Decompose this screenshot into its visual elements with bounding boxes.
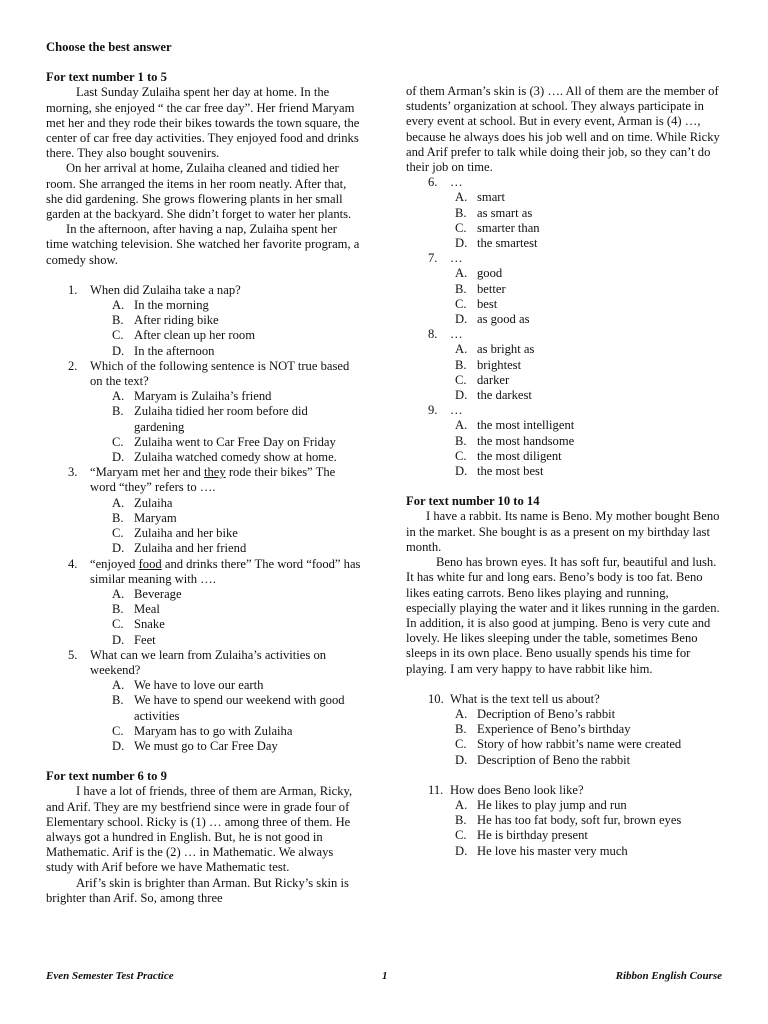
question-number: 3.: [68, 465, 78, 480]
answer-option: C. Snake: [112, 617, 165, 632]
answer-option: D. Zulaiha watched comedy show at home.: [112, 450, 337, 465]
question-number: 9.: [428, 403, 438, 418]
answer-option: D. We must go to Car Free Day: [112, 738, 278, 753]
question-text: Which of the following sentence is NOT true based on the text?: [90, 358, 350, 389]
question-item: [406, 692, 721, 768]
answer-option: D. the most best: [455, 464, 544, 479]
answer-option: A. the most intelligent: [455, 418, 575, 433]
answer-option: B. Zulaiha tidied her room before did gardening: [112, 404, 308, 434]
answer-option: D. the darkest: [455, 388, 532, 403]
answer-option: A. Beverage: [112, 586, 182, 601]
question-number: 7.: [428, 251, 438, 266]
answer-option: C. Zulaiha went to Car Free Day on Friday: [112, 434, 336, 449]
answer-option: B. the most handsome: [455, 433, 575, 448]
question-number: 1.: [68, 282, 78, 297]
question-number: 6.: [428, 175, 438, 190]
instruction: Choose the best answer: [46, 40, 172, 54]
answer-option: A. Zulaiha: [112, 495, 173, 510]
answer-option: C. Story of how rabbit’s name were created: [455, 737, 682, 752]
answer-option: D. the smartest: [455, 236, 538, 251]
question-number: 8.: [428, 327, 438, 342]
right-column: [406, 84, 721, 859]
question-number: 4.: [68, 556, 78, 571]
answer-option: A. as bright as: [455, 342, 535, 357]
answer-option: C. best: [455, 296, 498, 311]
question-text: …: [450, 403, 463, 418]
text1-paragraph-2: On her arrival at home, Zulaiha cleaned and tidied her room. She arranged the items in her room neatly. After that, she did gardening. She grows flowering plants in her small garden at the backyard. She didn’t forget to water her plants.: [46, 161, 352, 222]
question-block-6-9: [406, 175, 721, 479]
answer-option: D. Zulaiha and her friend: [112, 541, 247, 556]
text1-paragraph-1: Last Sunday Zulaiha spent her day at home. In the morning, she enjoyed “ the car free day”. Her friend Maryam met her and they rode their bikes towards the town square, the center of car free day activities. They enjoyed food and drinks there. They also bought souvenirs.: [46, 85, 360, 161]
answer-option: D. In the afternoon: [112, 343, 215, 358]
question-text: …: [450, 251, 463, 266]
answer-option: C. Maryam has to go with Zulaiha: [112, 723, 293, 738]
question-block-10-11: [406, 692, 721, 859]
answer-option: A. Decription of Beno’s rabbit: [455, 706, 616, 721]
question-text: …: [450, 175, 463, 190]
question-number: 11.: [428, 782, 444, 797]
question-text: …: [450, 327, 463, 342]
text2-paragraph-2-continued: of them Arman’s skin is (3) …. All of them are the member of students’ organization at school. They always participate in every event at school. But in every event, Arman is (4) …, because he always does his job well and on time. While Ricky and Arif prefer to talk while doing their job, so they can’t do their job on time.: [406, 84, 720, 175]
question-item: [46, 283, 361, 359]
question-item: [46, 557, 361, 648]
left-column: [46, 40, 361, 906]
question-text: How does Beno look like?: [450, 782, 584, 797]
answer-option: B. After riding bike: [112, 313, 219, 328]
answer-option: A. We have to love our earth: [112, 678, 264, 693]
answer-option: A. good: [455, 266, 503, 281]
answer-option: D. as good as: [455, 312, 530, 327]
question-number: 5.: [68, 647, 78, 662]
text3-heading: For text number 10 to 14: [406, 494, 540, 509]
question-item: [46, 359, 361, 465]
text3-paragraph-2: Beno has brown eyes. It has soft fur, beautiful and lush. It has white fur and long ears. Beno’s body is too fat. Beno likes eating carrots. Beno likes playing and running, especially playing the water and it likes running in the garden. In addition, it is also good at jumping. Beno is very cute and lovely. He likes sleeping under the table, sometimes Beno sleeps in its own place. Beno usually spends his time for playing. I am very happy to have rabbit like him.: [406, 555, 720, 676]
question-number: 10.: [428, 691, 444, 706]
answer-option: B. Meal: [112, 602, 160, 617]
answer-option: C. the most diligent: [455, 448, 562, 463]
answer-option: B. better: [455, 281, 506, 296]
question-block-1-5: [46, 283, 361, 754]
answer-option: B. Maryam: [112, 510, 177, 525]
answer-option: A. In the morning: [112, 298, 209, 313]
answer-option: A. He likes to play jump and run: [455, 797, 627, 812]
text1-heading: For text number 1 to 5: [46, 70, 167, 85]
page-number: 1: [382, 970, 388, 982]
answer-option: D. He love his master very much: [455, 843, 628, 858]
text1-paragraph-3: In the afternoon, after having a nap, Zulaiha spent her time watching television. She watched her favorite program, a comedy show.: [46, 222, 360, 267]
question-number: 2.: [68, 358, 78, 373]
answer-option: B. We have to spend our weekend with good activities: [112, 693, 345, 723]
answer-option: C. darker: [455, 372, 510, 387]
question-item: [406, 327, 721, 403]
question-text: What can we learn from Zulaiha’s activities on weekend?: [90, 647, 327, 677]
question-item: [46, 465, 361, 556]
answer-option: B. Experience of Beno’s birthday: [455, 722, 631, 737]
answer-option: C. smarter than: [455, 220, 540, 235]
answer-option: B. brightest: [455, 357, 522, 372]
question-text: “Maryam met her and they rode their bikes” The word “they” refers to ….: [90, 465, 336, 495]
question-item: [406, 251, 721, 327]
answer-option: C. He is birthday present: [455, 828, 588, 843]
answer-option: B. He has too fat body, soft fur, brown eyes: [455, 813, 682, 828]
footer-course: Ribbon English Course: [615, 970, 722, 982]
question-text: What is the text tell us about?: [450, 691, 600, 706]
question-item: [46, 648, 361, 754]
text2-heading: For text number 6 to 9: [46, 769, 167, 784]
text3-paragraph-1: I have a rabbit. Its name is Beno. My mother bought Beno in the market. She bought is as a present on my birthday last month.: [406, 509, 720, 554]
answer-option: B. as smart as: [455, 205, 533, 220]
text2-paragraph-2-start: Arif’s skin is brighter than Arman. But Ricky’s skin is brighter than Arif. So, among three: [46, 875, 349, 905]
question-item: [406, 175, 721, 251]
answer-option: D. Feet: [112, 632, 156, 647]
footer-title: Even Semester Test Practice: [46, 970, 174, 982]
question-item: [406, 403, 721, 479]
text2-paragraph-1: I have a lot of friends, three of them are Arman, Ricky, and Arif. They are my bestfriend since were in grade four of Elementary school. Ricky is (1) … among three of them. He always got a hundred in English. But, he is not good in Mathematic. Arif is the (2) … in Mathematic. We always study with Arif before we have Mathematic test.: [46, 784, 353, 875]
answer-option: D. Description of Beno the rabbit: [455, 752, 631, 767]
question-text: “enjoyed food and drinks there” The word “food” has similar meaning with ….: [90, 556, 361, 586]
answer-option: C. Zulaiha and her bike: [112, 526, 238, 541]
answer-option: A. smart: [455, 190, 505, 205]
question-text: When did Zulaiha take a nap?: [90, 282, 241, 297]
answer-option: C. After clean up her room: [112, 328, 255, 343]
answer-option: A. Maryam is Zulaiha’s friend: [112, 389, 272, 404]
question-item: [406, 783, 721, 859]
